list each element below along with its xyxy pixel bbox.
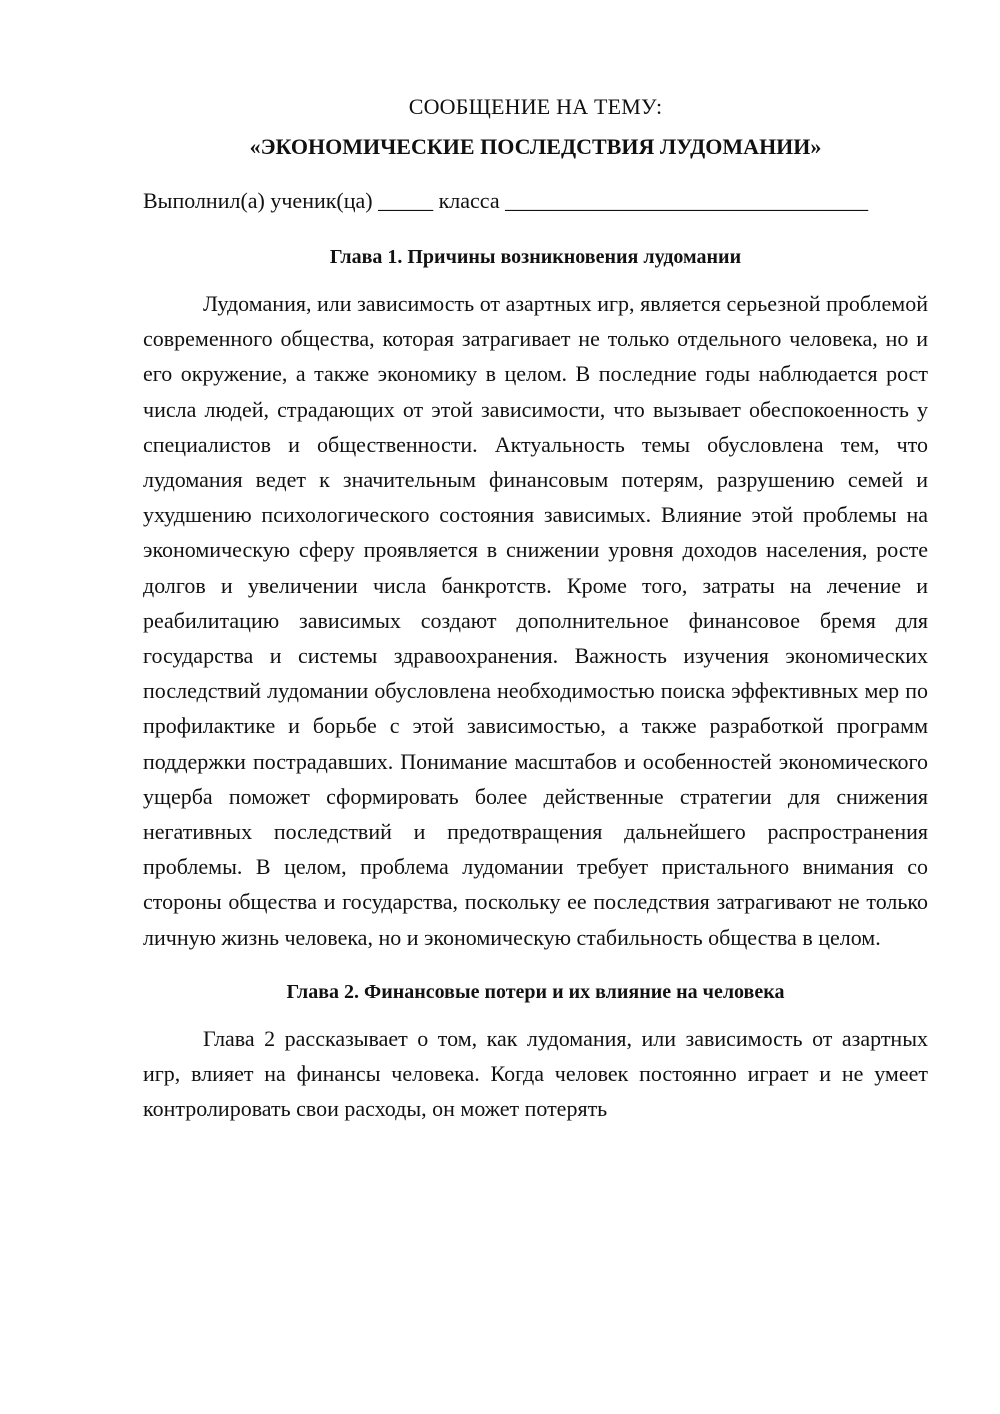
chapter-2-heading: Глава 2. Финансовые потери и их влияние на человека	[286, 980, 785, 1003]
document-subtitle: «ЭКОНОМИЧЕСКИЕ ПОСЛЕДСТВИЯ ЛУДОМАНИИ»	[249, 134, 822, 159]
chapter-2	[143, 977, 928, 1127]
chapter-1-heading: Глава 1. Причины возникновения лудомании	[329, 246, 742, 268]
document-title: СООБЩЕНИЕ НА ТЕМУ:	[408, 94, 663, 119]
chapter-1	[143, 242, 928, 955]
author-line: Выполнил(а) ученик(ца) _____ класса _________________________________	[143, 188, 869, 213]
chapter-1-paragraph: Лудомания, или зависимость от азартных игр, является серьезной проблемой современного общества, которая затрагивает не только отдельного человека, но и его окружение, а также экономику в целом. В последние годы наблюдается рост числа людей, страдающих от этой зависимости, что вызывает обеспокоенность у специалистов и общественности. Актуальность темы обусловлена тем, что лудомания ведет к значительным финансовым потерям, разрушению семей и ухудшению психологического состояния зависимых. Влияние этой проблемы на экономическую сферу проявляется в снижении уровня доходов населения, росте долгов и увеличении числа банкротств. Кроме того, затраты на лечение и реабилитацию зависимых создают дополнительное финансовое бремя для государства и системы здравоохранения. Важность изучения экономических последствий лудомании обусловлена необходимостью поиска эффективных мер по профилактике и борьбе с этой зависимостью, а также разработкой программ поддержки пострадавших. Понимание масштабов и особенностей экономического ущерба поможет сформировать более действенные стратегии для снижения негативных последствий и предотвращения дальнейшего распространения проблемы. В целом, проблема лудомании требует пристального внимания со стороны общества и государства, поскольку ее последствия затрагивают не только личную жизнь человека, но и экономическую стабильность общества в целом.	[143, 291, 928, 950]
chapter-2-paragraph: Глава 2 рассказывает о том, как лудомания, или зависимость от азартных игр, влияет на финансы человека. Когда человек постоянно играет и не умеет контролировать свои расходы, он может потерять	[143, 1025, 928, 1122]
